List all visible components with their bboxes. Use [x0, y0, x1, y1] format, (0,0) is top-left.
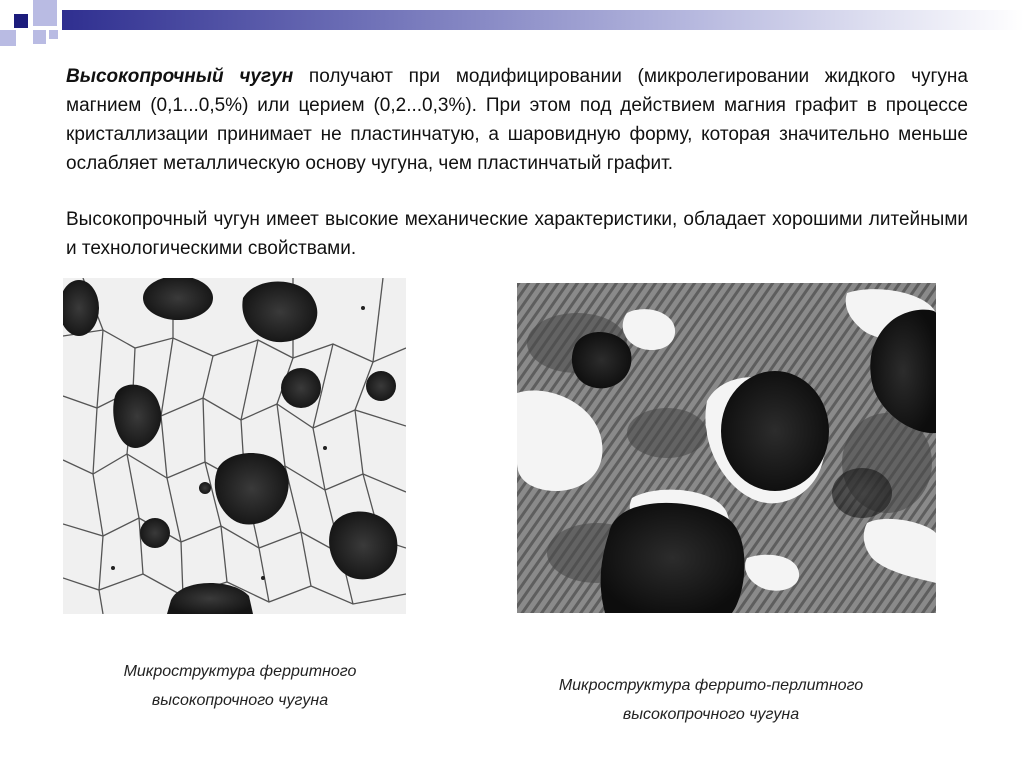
- header-square-light: [33, 30, 46, 44]
- header-square-light: [0, 30, 16, 46]
- caption-line: Микроструктура феррито-перлитного: [558, 677, 864, 694]
- micrograph-ferrito-pearlitic-image: [517, 283, 936, 613]
- paragraph-2: Высокопрочный чугун имеет высокие механические характеристики, обладает хорошими литейными и технологическими свойствами.: [66, 209, 968, 259]
- paragraph-1: [66, 62, 968, 178]
- micrograph-ferritic-image: [63, 278, 406, 614]
- term-highlight: Высокопрочный чугун: [66, 66, 294, 87]
- figure-caption-ferritic: [60, 657, 420, 715]
- header-square-light: [49, 30, 58, 39]
- paragraph-1-text: получают при модифицировании (микролегировании жидкого чугуна магнием (0,1...0,5%) или церием (0,2...0,3%). При этом под действием магния графит в процессе кристаллизации принимает не пластинчатую, а шаровидную форму, которая значительно меньше ослабляет металлическую основу чугуна, чем пластинчатый графит.: [66, 66, 968, 174]
- caption-line: высокопрочного чугуна: [151, 692, 329, 709]
- caption-line: Микроструктура ферритного: [123, 663, 357, 680]
- header-square-dark: [14, 14, 28, 28]
- header-square-light: [33, 0, 57, 26]
- header-gradient-bar: [62, 10, 1024, 30]
- figure-caption-ferrito-pearlitic: [500, 671, 922, 729]
- caption-line: высокопрочного чугуна: [622, 706, 800, 723]
